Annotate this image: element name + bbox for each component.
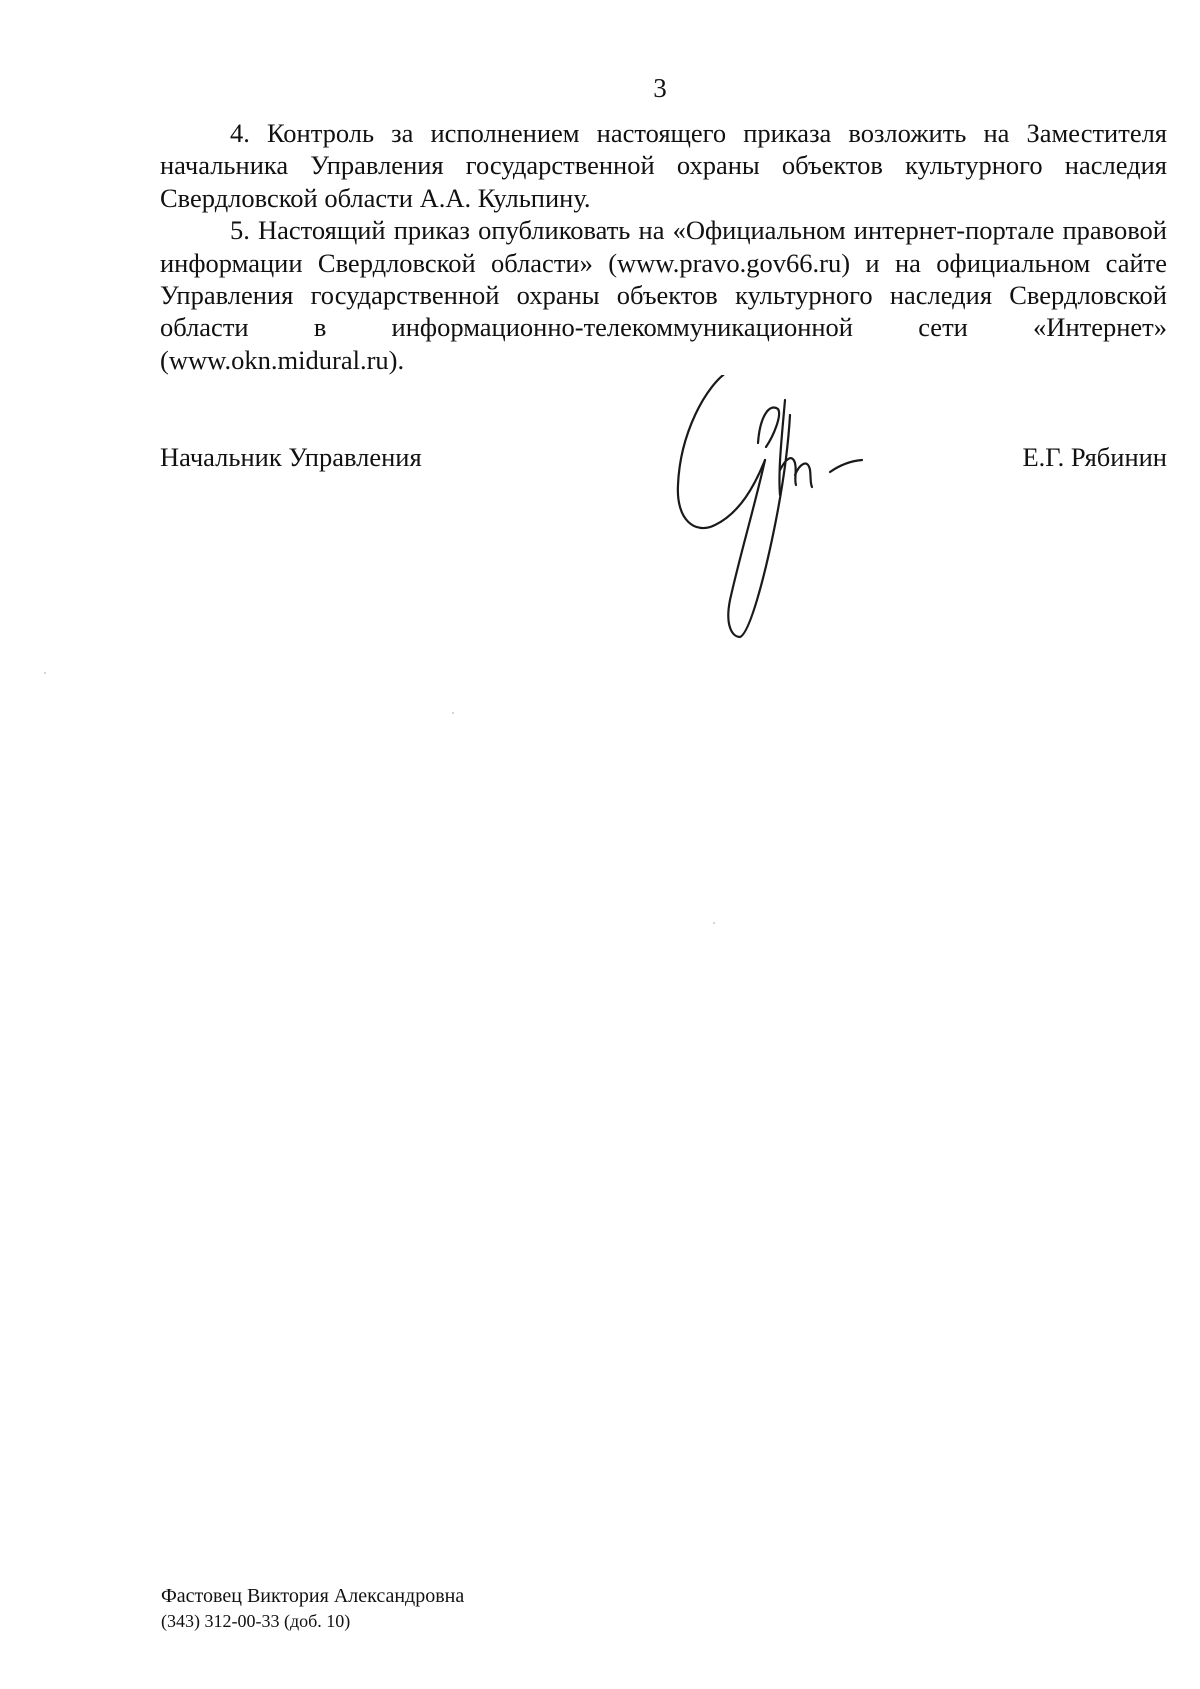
signatory-name: Е.Г. Рябинин <box>1022 442 1167 472</box>
signatory-title: Начальник Управления <box>160 442 422 472</box>
executor-name: Фастовец Виктория Александровна <box>161 1585 465 1607</box>
scan-speck <box>44 672 46 674</box>
scan-speck <box>452 712 454 714</box>
order-body <box>160 117 1167 376</box>
executor-info <box>161 1584 464 1634</box>
handwritten-signature-icon <box>670 375 900 645</box>
paragraph-publication: 5. Настоящий приказ опубликовать на «Официальном интернет-портале правовой информации Свердловской области» (www.pravo.gov66.ru) и на официальном сайте Управления государственной охраны объектов культурного наследия Свердловской области в информационно-телекоммуникационной сети «Интернет» (www.okn.midural.ru). <box>160 215 1167 375</box>
page-number: 3 <box>653 73 667 103</box>
executor-phone: (343) 312-00-33 (доб. 10) <box>161 1611 351 1631</box>
paragraph-control: 4. Контроль за исполнением настоящего приказа возложить на Заместителя начальника Управления государственной охраны объектов культурного наследия Свердловской области А.А. Кульпину. <box>160 118 1167 213</box>
scan-speck <box>713 922 715 924</box>
